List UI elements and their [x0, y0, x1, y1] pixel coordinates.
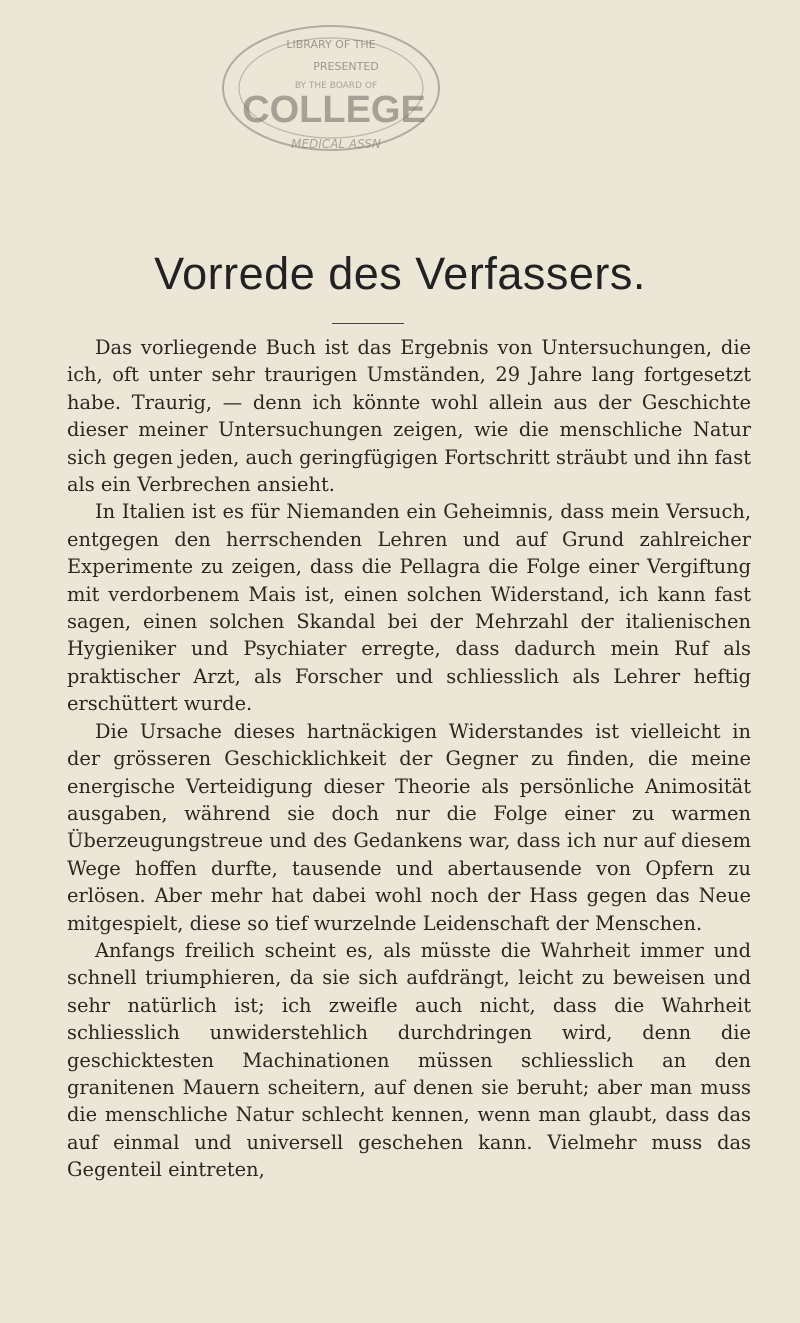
stamp-bottom-text: MEDICAL ASSN [291, 137, 381, 151]
paragraph: Anfangs freilich scheint es, als müsste die Wahrheit immer und schnell triumphieren, da sie sich aufdrängt, leicht zu beweisen und sehr natürlich ist; ich zweifle auch nicht, dass die Wahrheit schliesslich unwiderstehlich durchdringen wird, denn die geschicktesten Machinationen müssen schliesslich an den granitenen Mauern scheitern, auf denen sie beruht; aber man muss die menschliche Natur schlecht kennen, wenn man glaubt, dass das auf einmal und universell geschehen kann. Vielmehr muss das Gegenteil eintreten, [67, 938, 751, 1182]
paragraph: Das vorliegende Buch ist das Ergebnis von Untersuchungen, die ich, oft unter sehr traurigen Umständen, 29 Jahre lang fortgesetzt habe. Traurig, — denn ich könnte wohl allein aus der Geschichte dieser meiner Untersuchungen zeigen, wie die menschliche Natur sich gegen jeden, auch geringfügigen Fortschritt sträubt und ihn fast als ein Verbrechen ansieht. [67, 336, 751, 497]
page-title: Vorrede des Verfassers. [154, 248, 646, 299]
stamp-top-text: LIBRARY OF THE [286, 38, 376, 51]
stamp-main-text: COLLEGE [242, 89, 426, 131]
stamp-mid-text: BY THE BOARD OF [294, 81, 378, 91]
paragraph: In Italien ist es für Niemanden ein Geheimnis, dass mein Versuch, entgegen den herrschenden Lehren und auf Grund zahlreicher Experimente zu zeigen, dass die Pellagra die Folge einer Vergiftung mit verdorbenem Mais ist, einen solchen Widerstand, ich kann fast sagen, einen solchen Skandal bei der Mehrzahl der italienischen Hygieniker und Psychiater erregte, dass dadurch mein Ruf als praktischer Arzt, als Forscher und schliesslich als Lehrer heftig erschüttert wurde. [67, 500, 751, 716]
stamp-presented-text: PRESENTED [313, 60, 379, 73]
library-stamp [196, 8, 466, 168]
title-divider [332, 323, 404, 324]
paragraph: Die Ursache dieses hartnäckigen Widerstandes ist vielleicht in der grösseren Geschicklichkeit der Gegner zu finden, die meine energische Verteidigung dieser Theorie als persönliche Animosität ausgaben, während sie doch nur die Folge einer zu warmen Überzeugungstreue und des Gedankens war, dass ich nur auf diesem Wege hoffen durfte, tausende und abertausende von Opfern zu erlösen. Aber mehr hat dabei wohl noch der Hass gegen das Neue mitgespielt, diese so tief wurzelnde Leidenschaft der Menschen. [67, 719, 751, 935]
body-text [67, 334, 751, 1184]
library-stamp-graphic [196, 8, 466, 168]
